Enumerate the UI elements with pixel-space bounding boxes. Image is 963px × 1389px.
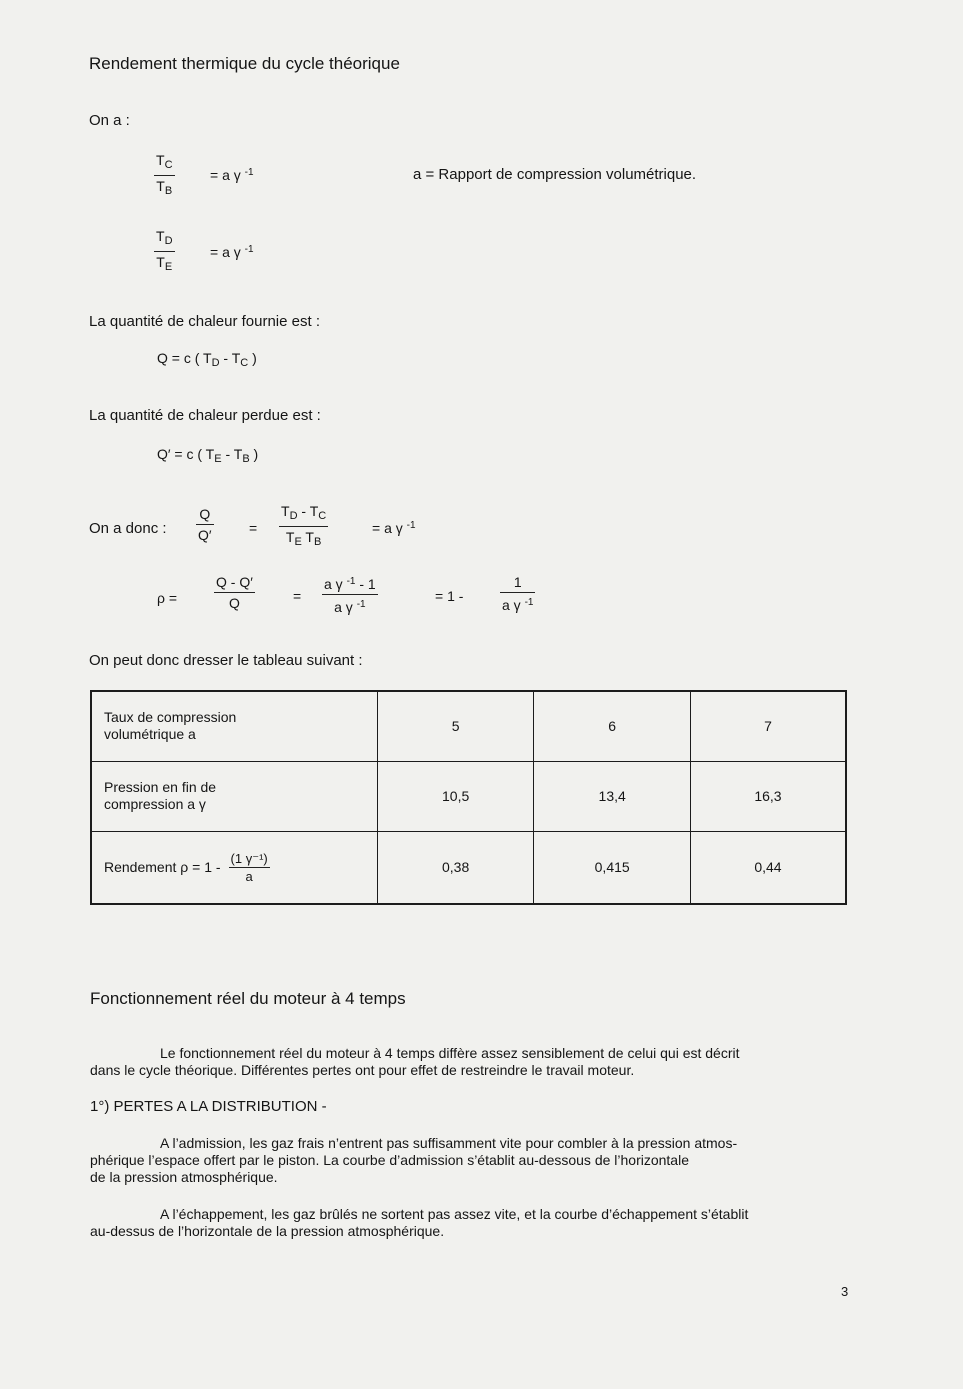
efficiency-fraction: (1 γ⁻¹) a <box>230 850 268 884</box>
paragraph-intro-line: Le fonctionnement réel du moteur à 4 temps diffère assez sensiblement de celui qui est décrit <box>160 1045 740 1061</box>
table-row <box>91 831 846 904</box>
row-label-efficiency: Rendement ρ = 1 - (1 γ⁻¹) a <box>91 831 377 904</box>
table-row <box>91 761 846 831</box>
rho-lhs: ρ = <box>157 590 178 606</box>
table-cell: 16,3 <box>690 761 846 831</box>
paragraph-exhaust-line: A l’échappement, les gaz brûlés ne sortent pas assez vite, et la courbe d’échappement s’établit <box>160 1206 749 1222</box>
heat-supplied-label: La quantité de chaleur fournie est : <box>89 313 320 330</box>
table-cell: 0,415 <box>534 831 691 904</box>
compression-table <box>90 690 847 905</box>
heat-supplied-formula: Q = c ( $T_D - T_C$ ) <box>157 350 257 369</box>
fraction-q-qprime: Q Q′ <box>198 506 212 543</box>
rho-mid: = 1 - <box>435 588 464 604</box>
table-cell: 10,5 <box>377 761 534 831</box>
page-number: 3 <box>841 1284 849 1299</box>
heat-lost-label: La quantité de chaleur perdue est : <box>89 407 321 424</box>
fraction-inverse: 1 a γ $^{-1}$ <box>502 574 534 613</box>
section-title-real: Fonctionnement réel du moteur à 4 temps <box>90 989 406 1008</box>
paragraph-admission-line: de la pression atmosphérique. <box>90 1169 278 1185</box>
rho-equals: = <box>293 588 302 604</box>
table-cell: 0,44 <box>690 831 846 904</box>
table-cell: 7 <box>690 691 846 761</box>
on-a-label: On a : <box>89 112 130 129</box>
fraction-td-te: $T_D$ $T_E$ <box>156 228 173 273</box>
subheading-distribution: 1°) PERTES A LA DISTRIBUTION - <box>90 1098 327 1115</box>
row-label-compression-ratio: Taux de compression volumétrique a <box>91 691 377 761</box>
section-title-theoretical: Rendement thermique du cycle théorique <box>89 54 400 73</box>
table-intro: On peut donc dresser le tableau suivant : <box>89 652 363 669</box>
donc-rhs: = a γ $^{-1}$ <box>372 520 416 536</box>
compression-ratio-note: a = Rapport de compression volumétrique. <box>413 166 697 183</box>
donc-label: On a donc : <box>89 520 167 537</box>
eq2-rhs: = a γ $^{-1}$ <box>210 244 254 260</box>
paragraph-admission-line: phérique l’espace offert par le piston. La courbe d’admission s’établit au-dessous de l’horizontale <box>90 1152 689 1168</box>
paragraph-admission-line: A l’admission, les gaz frais n’entrent pas suffisamment vite pour combler à la pression atmos- <box>160 1135 738 1151</box>
eq1-rhs: = a γ $^{-1}$ <box>210 167 254 183</box>
fraction-tc-tb: $T_C$ $T_B$ <box>156 152 173 197</box>
fraction-efficiency-gamma: a γ $^{-1}$ - 1 a γ $^{-1}$ <box>324 576 376 615</box>
paragraph-exhaust-line: au-dessus de l’horizontale de la pression atmosphérique. <box>90 1223 445 1239</box>
table-row <box>91 691 846 761</box>
donc-equals: = <box>249 520 258 536</box>
row-label-pressure: Pression en fin de compression a γ <box>91 761 377 831</box>
heat-lost-formula: Q′ = c ( $T_E - T_B$ ) <box>157 446 259 465</box>
fraction-temperatures: $T_D - T_C$ $T_E$ $T_B$ <box>281 503 327 548</box>
table-cell: 0,38 <box>377 831 534 904</box>
paragraph-intro-line: dans le cycle théorique. Différentes pertes ont pour effet de restreindre le travail moteur. <box>90 1062 635 1078</box>
fraction-efficiency-q: Q - Q′ Q <box>216 574 253 611</box>
table-cell: 13,4 <box>534 761 691 831</box>
table-cell: 5 <box>377 691 534 761</box>
table-cell: 6 <box>534 691 691 761</box>
